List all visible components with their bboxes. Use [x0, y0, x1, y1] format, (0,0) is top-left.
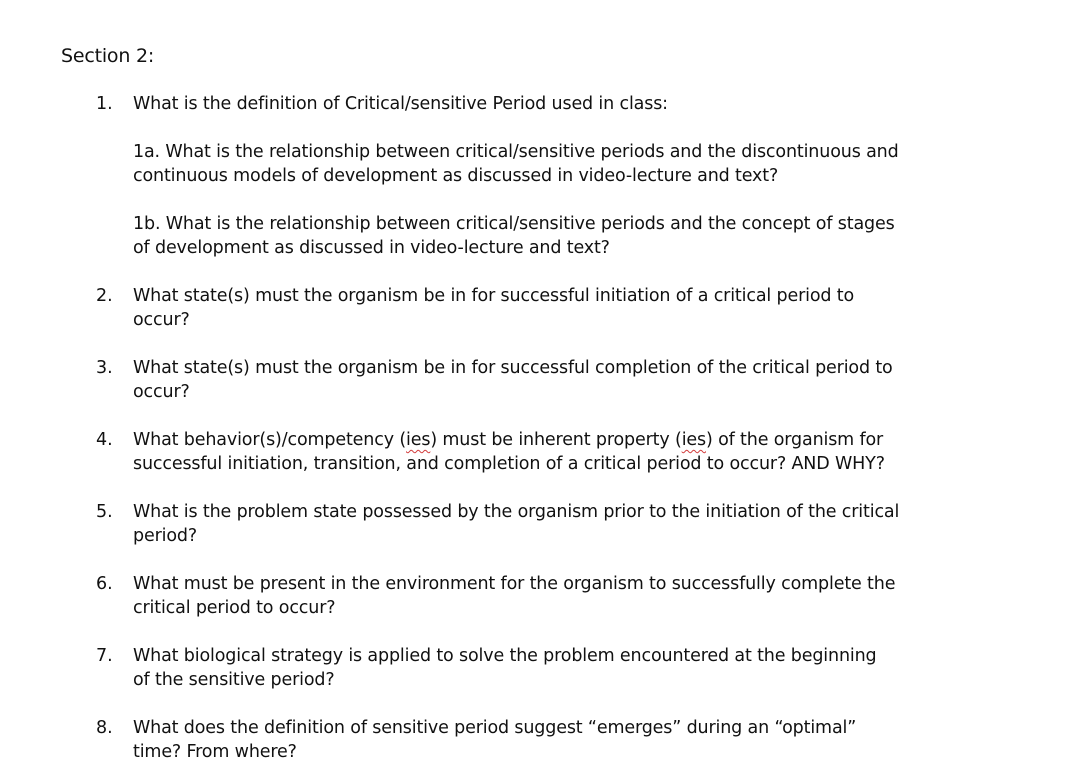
question-number: 7.: [96, 646, 113, 666]
question-number: 2.: [96, 286, 113, 306]
text-fragment: ) of the organism for successful initiation, transition, and completion of a critical period to occur? AND WHY?: [133, 430, 885, 474]
section-title: Section 2:: [61, 45, 155, 67]
question-text: What state(s) must the organism be in for successful completion of the critical period to occur?: [133, 358, 893, 402]
question-text: What does the definition of sensitive period suggest “emerges” during an “optimal” time? From where?: [133, 718, 857, 762]
question-text: [133, 428, 1013, 476]
question-number: 1.: [96, 94, 113, 114]
spellcheck-word[interactable]: ies: [681, 430, 706, 450]
question-number: 3.: [96, 358, 113, 378]
question-number: 8.: [96, 718, 113, 738]
question-text: What state(s) must the organism be in for successful initiation of a critical period to occur?: [133, 286, 855, 330]
question-number: 4.: [96, 430, 113, 450]
spellcheck-word[interactable]: ies: [406, 430, 431, 450]
question-number: 5.: [96, 502, 113, 522]
question-number: 6.: [96, 574, 113, 594]
question-text: What is the definition of Critical/sensitive Period used in class:: [133, 94, 668, 114]
sub-question-text: 1a. What is the relationship between critical/sensitive periods and the discontinuous and continuous models of development as discussed in video-lecture and text?: [133, 142, 899, 186]
question-text: What must be present in the environment for the organism to successfully complete the critical period to occur?: [133, 574, 896, 618]
text-fragment: What behavior(s)/competency (: [133, 430, 407, 450]
sub-question-text: 1b. What is the relationship between critical/sensitive periods and the concept of stages of development as discussed in video-lecture and text?: [133, 214, 895, 258]
question-text: What is the problem state possessed by the organism prior to the initiation of the critical period?: [133, 502, 900, 546]
question-text: What biological strategy is applied to solve the problem encountered at the beginning of the sensitive period?: [133, 646, 877, 690]
text-fragment: ) must be inherent property (: [430, 430, 682, 450]
